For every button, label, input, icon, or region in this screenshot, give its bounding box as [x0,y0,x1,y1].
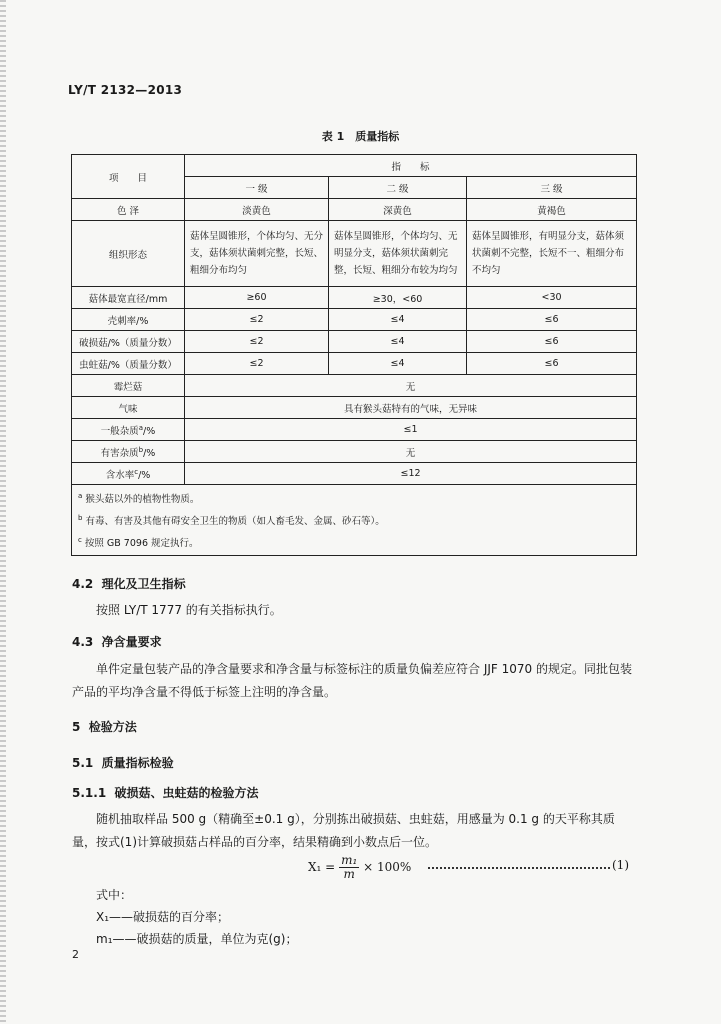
section-number: 4.3 [72,635,94,649]
table-note [78,531,630,553]
table-row [72,309,637,331]
header-item: 项 目 [72,155,185,199]
row-item: 气味 [72,397,185,419]
table-row [72,331,637,353]
formula-label: (1) [612,858,629,872]
section-title: 净含量要求 [101,635,162,649]
note-text: 猴头菇以外的植物性物质。 [85,494,200,506]
footnote-mark: b [138,445,144,454]
section-5-heading [72,718,137,735]
table-row [72,419,637,441]
formula-leader-dots [428,853,610,869]
item-text: 一般杂质 [100,425,139,437]
section-4-3-text: 单件定量包装产品的净含量要求和净含量与标签标注的质量负偏差应符合 JJF 1070 的规定。同批包装产品的平均净含量不得低于标签上注明的净含量。 [72,662,632,699]
table-header-row [72,155,637,177]
row-item: 组织形态 [72,221,185,287]
cell: 深黄色 [329,199,467,221]
section-number: 5.1 [72,756,94,770]
cell: ≥60 [185,287,329,309]
cell: ≤4 [329,353,467,375]
grade-2: 二 级 [329,177,467,199]
standard-header: LY/T 2132—2013 [68,83,183,97]
row-item [72,463,185,485]
cell: ≤4 [329,331,467,353]
grade-1: 一 级 [185,177,329,199]
item-unit: /% [143,425,156,437]
footnote-mark: c [78,536,82,545]
section-number: 5.1.1 [72,786,107,800]
table-note [78,487,630,509]
cell: <30 [467,287,637,309]
cell: 淡黄色 [185,199,329,221]
section-title: 理化及卫生指标 [101,577,186,591]
where-item: X₁——破损菇的百分率； [96,910,230,924]
cell: ≤2 [185,309,329,331]
merged-cell: 无 [185,441,637,463]
page-number: 2 [72,948,79,961]
row-item [72,441,185,463]
section-4-2-heading [72,575,186,592]
scan-edge [0,0,6,1024]
where-intro: 式中： [96,888,133,902]
row-item: 破损菇/%（质量分数） [72,331,185,353]
table-row [72,463,637,485]
grade-3: 三 级 [467,177,637,199]
header-indicator: 指 标 [185,155,637,177]
footnote-mark: c [134,467,139,476]
table-note [78,509,630,531]
row-item: 虫蛀菇/%（质量分数） [72,353,185,375]
cell: 菇体呈圆锥形，个体均匀、无明显分支，菇体须状菌刺完整，长短、粗细分布较为均匀 [329,221,467,287]
table-row [72,353,637,375]
table-row [72,287,637,309]
cell: ≤6 [467,353,637,375]
section-title: 破损菇、虫蛀菇的检验方法 [114,786,259,800]
formula-denominator: m [343,867,355,881]
cell: ≤2 [185,353,329,375]
section-5-1-1-text: 随机抽取样品 500 g（精确至±0.1 g），分别拣出破损菇、虫蛀菇，用感量为 0.1 g 的天平称其质量，按式(1)计算破损菇占样品的百分率，结果精确到小数点后一位。 [72,812,615,849]
cell: ≤2 [185,331,329,353]
quality-table [71,154,637,556]
formula-rhs: × 100% [363,860,412,874]
table-row [72,441,637,463]
table-caption: 表 1 质量指标 [321,130,400,143]
merged-cell: 具有猴头菇特有的气味，无异味 [185,397,637,419]
footnote-mark: a [78,492,83,500]
table-row [72,199,637,221]
table-notes-row [72,485,637,556]
cell: 菇体呈圆锥形，有明显分支，菇体须状菌刺不完整，长短不一、粗细分布不均匀 [467,221,637,287]
note-text: 按照 GB 7096 规定执行。 [84,538,199,550]
section-title: 检验方法 [88,720,137,734]
item-text: 含水率 [105,469,135,481]
cell: 菇体呈圆锥形，个体均匀、无分支，菇体须状菌刺完整，长短、粗细分布均匀 [185,221,329,287]
merged-cell: ≤1 [185,419,637,441]
cell: ≤6 [467,309,637,331]
item-unit: /% [138,469,151,481]
where-item: m₁——破损菇的质量，单位为克(g)； [96,932,298,946]
section-5-1-heading [72,754,174,771]
table-row [72,375,637,397]
formula-1 [308,854,411,881]
section-4-3-heading [72,633,162,650]
section-4-2-text: 按照 LY/T 1777 的有关指标执行。 [96,603,282,617]
formula-fraction [339,854,359,881]
section-number: 4.2 [72,577,94,591]
table-row [72,397,637,419]
table-notes [72,485,637,556]
section-5-1-1-heading [72,784,259,801]
formula-lhs: X₁ = [308,860,336,874]
row-item: 壳刺率/% [72,309,185,331]
cell: ≥30，<60 [329,287,467,309]
cell: ≤6 [467,331,637,353]
row-item: 菇体最宽直径/mm [72,287,185,309]
row-item: 色 泽 [72,199,185,221]
formula-numerator: m₁ [341,853,358,867]
cell: 黄褐色 [467,199,637,221]
row-item [72,419,185,441]
footnote-mark: b [78,514,83,523]
footnote-mark: a [138,423,144,432]
merged-cell: ≤12 [185,463,637,485]
section-title: 质量指标检验 [101,756,174,770]
item-unit: /% [143,447,156,459]
table-row [72,221,637,287]
item-text: 有害杂质 [100,447,139,459]
section-number: 5 [72,720,81,734]
row-item: 霉烂菇 [72,375,185,397]
merged-cell: 无 [185,375,637,397]
cell: ≤4 [329,309,467,331]
note-text: 有毒、有害及其他有碍安全卫生的物质（如人畜毛发、金属、砂石等）。 [85,516,385,528]
